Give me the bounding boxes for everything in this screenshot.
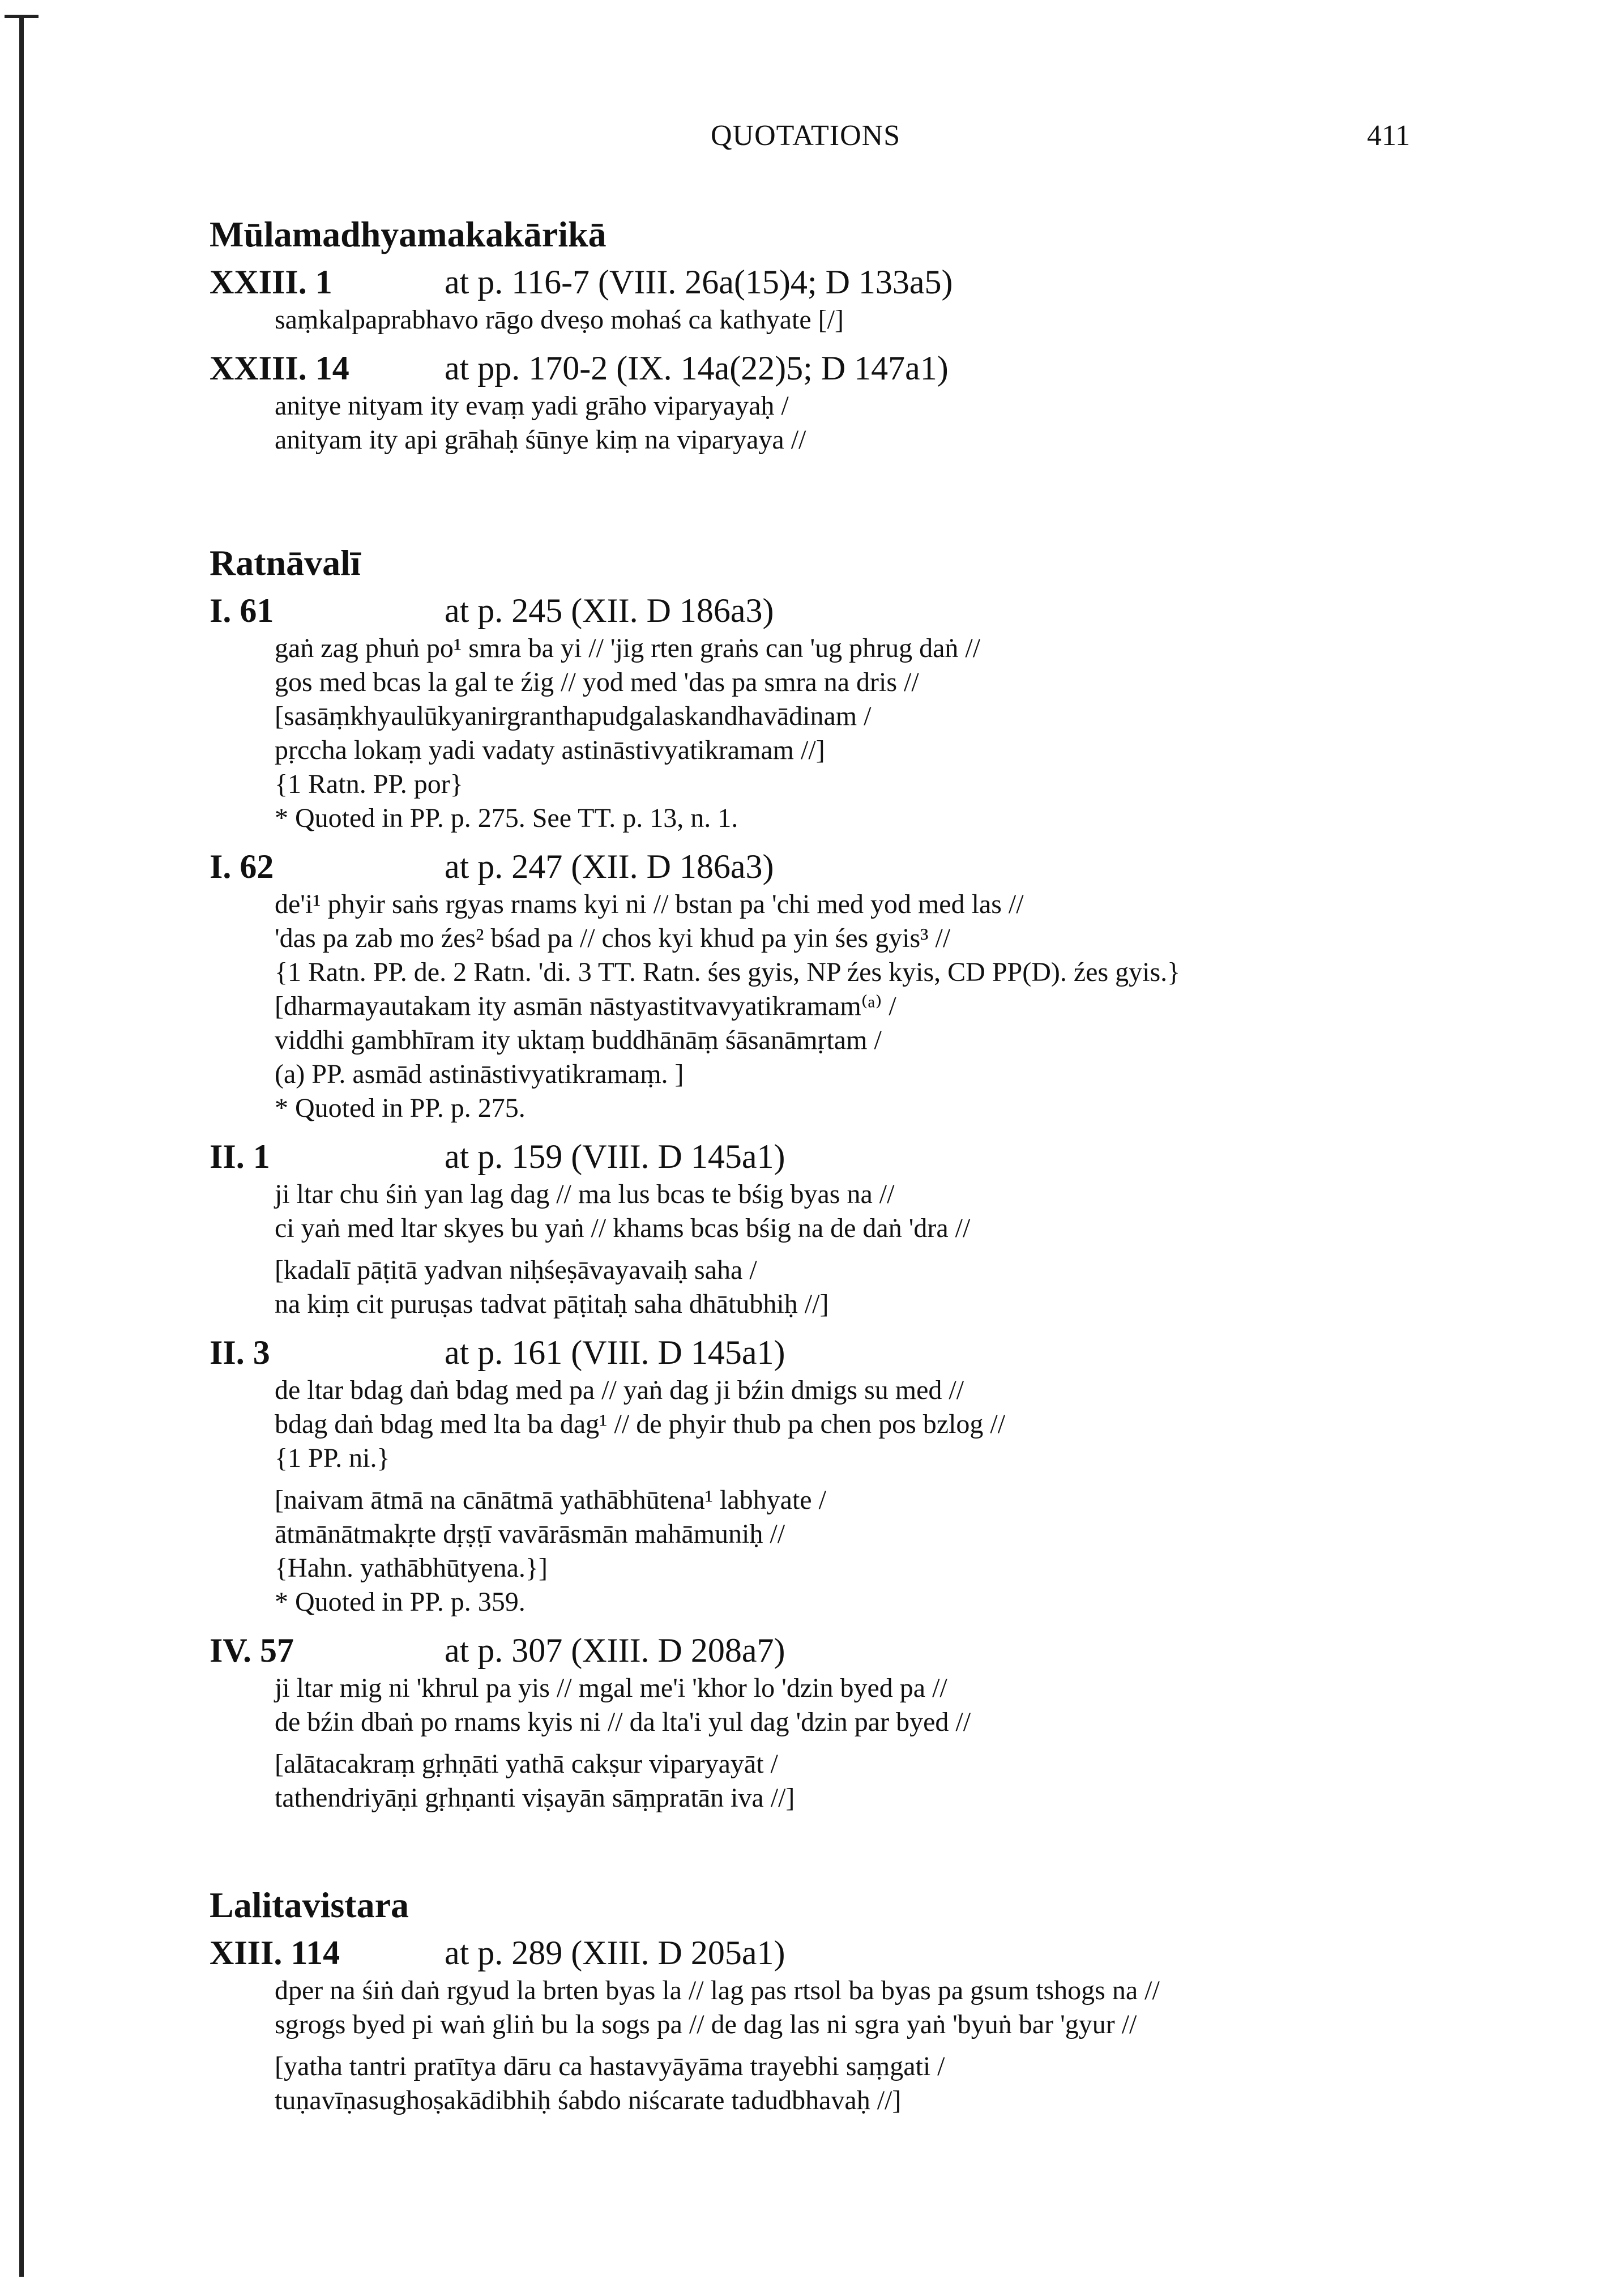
text-line: [sasāṃkhyaulūkyanirgranthapudgalaskandhavādinam / [275, 701, 872, 731]
tibetan-text [210, 631, 1410, 835]
book-binding-edge [19, 17, 24, 2277]
text-line: * Quoted in PP. p. 359. [275, 1587, 526, 1617]
entry-heading [210, 347, 1410, 389]
section [210, 541, 1410, 1815]
section [210, 1883, 1410, 2118]
section-title: Lalitavistara [210, 1885, 409, 1925]
text-line: gaṅ zag phuṅ po¹ smra ba yi // 'jig rten graṅs can 'ug phrug daṅ // [275, 633, 981, 663]
verse-reference: XXIII. 1 [210, 263, 332, 301]
text-line: {Hahn. yathābhūtyena.}] [275, 1553, 548, 1583]
text-line: (a) PP. asmād astināstivyatikramaṃ. ] [275, 1059, 684, 1089]
verse-reference: I. 61 [210, 592, 274, 629]
text-line: gos med bcas la gal te źig // yod med 'das pa smra na dris // [275, 667, 919, 697]
verse-reference: II. 1 [210, 1138, 270, 1175]
text-line: [alātacakraṃ gṛhṇāti yathā cakṣur viparyayāt / [275, 1749, 778, 1779]
text-line: saṃkalpaprabhavo rāgo dveṣo mohaś ca kathyate [/] [275, 305, 844, 335]
text-line: {1 PP. ni.} [275, 1443, 390, 1473]
sanskrit-text [210, 1253, 1410, 1321]
page-location: at p. 289 (XIII. D 205a1) [445, 1934, 785, 1971]
text-line: de ltar bdag daṅ bdag med pa // yaṅ dag ji bźin dmigs su med // [275, 1375, 964, 1405]
text-line: [naivam ātmā na cānātmā yathābhūtena¹ labhyate / [275, 1485, 826, 1515]
quotation-entry [210, 1136, 1410, 1321]
text-line: {1 Ratn. PP. por} [275, 769, 463, 799]
verse-reference: XIII. 114 [210, 1934, 340, 1971]
text-line: 'das pa zab mo źes² bśad pa // chos kyi khud pa yin śes gyis³ // [275, 923, 951, 953]
spacer [210, 2042, 1410, 2050]
page-location: at p. 245 (XII. D 186a3) [445, 592, 774, 629]
text-line: viddhi gambhīram ity uktaṃ buddhānāṃ śāsanāmṛtam / [275, 1025, 882, 1055]
sanskrit-text [210, 1747, 1410, 1815]
text-line: anityam ity api grāhaḥ śūnye kiṃ na viparyaya // [275, 425, 806, 455]
text-line: * Quoted in PP. p. 275. See TT. p. 13, n. 1. [275, 803, 738, 833]
tibetan-text [210, 1373, 1410, 1475]
tibetan-text [210, 389, 1410, 457]
spacer [210, 1475, 1410, 1483]
tibetan-text [210, 303, 1410, 337]
entry-heading [210, 1136, 1410, 1177]
running-header [210, 119, 1410, 159]
tibetan-text [210, 1177, 1410, 1245]
text-line: bdag daṅ bdag med lta ba dag¹ // de phyir thub pa chen pos bzlog // [275, 1409, 1006, 1439]
text-line: [yatha tantri pratītya dāru ca hastavyāyāma trayebhi saṃgati / [275, 2051, 945, 2081]
entry-heading [210, 590, 1410, 631]
section [210, 212, 1410, 457]
text-line: ātmānātmakṛte dṛṣṭī vavārāsmān mahāmuniḥ // [275, 1519, 785, 1549]
text-line: de'i¹ phyir saṅs rgyas rnams kyi ni // bstan pa 'chi med yod med las // [275, 889, 1024, 919]
entry-heading [210, 261, 1410, 303]
text-line: tathendriyāṇi gṛhṇanti viṣayān sāṃpratān iva //] [275, 1783, 795, 1813]
section-title: Ratnāvalī [210, 543, 361, 583]
entry-heading [210, 1932, 1410, 1974]
section-title: Mūlamadhyamakakārikā [210, 214, 607, 254]
spacer [210, 1739, 1410, 1747]
sanskrit-text [210, 1483, 1410, 1619]
text-line: {1 Ratn. PP. de. 2 Ratn. 'di. 3 TT. Ratn. śes gyis, NP źes kyis, CD PP(D). źes gyis.} [275, 957, 1181, 987]
entry-heading [210, 1331, 1410, 1373]
quotation-entry [210, 261, 1410, 337]
sanskrit-text [210, 2050, 1410, 2118]
entry-heading [210, 1629, 1410, 1671]
page [210, 119, 1410, 2118]
verse-reference: XXIII. 14 [210, 349, 349, 387]
verse-reference: I. 62 [210, 848, 274, 885]
text-line: na kiṃ cit puruṣas tadvat pāṭitaḥ saha dhātubhiḥ //] [275, 1289, 829, 1319]
tibetan-text [210, 887, 1410, 1125]
page-number: 411 [1366, 120, 1410, 152]
quotation-entry [210, 347, 1410, 457]
text-line: [dharmayautakam ity asmān nāstyastitvavyatikramam⁽ᵃ⁾ / [275, 991, 896, 1021]
page-location: at p. 161 (VIII. D 145a1) [445, 1334, 785, 1371]
text-line: sgrogs byed pi waṅ gliṅ bu la sogs pa // de dag las ni sgra yaṅ 'byuṅ bar 'gyur // [275, 2009, 1137, 2039]
text-line: pṛccha lokaṃ yadi vadaty astināstivyatikramam //] [275, 735, 825, 765]
tibetan-text [210, 1671, 1410, 1739]
text-line: ci yaṅ med ltar skyes bu yaṅ // khams bcas bśig na de daṅ 'dra // [275, 1213, 971, 1243]
quotation-entry [210, 1629, 1410, 1815]
text-line: ji ltar mig ni 'khrul pa yis // mgal me'i 'khor lo 'dzin byed pa // [275, 1673, 947, 1703]
quotation-entry [210, 1331, 1410, 1619]
tibetan-text [210, 1974, 1410, 2042]
page-location: at pp. 170-2 (IX. 14a(22)5; D 147a1) [445, 349, 949, 387]
verse-reference: II. 3 [210, 1334, 270, 1371]
text-line: anitye nityam ity evaṃ yadi grāho viparyayaḥ / [275, 391, 789, 421]
entry-heading [210, 846, 1410, 887]
page-location: at p. 116-7 (VIII. 26a(15)4; D 133a5) [445, 263, 953, 301]
quotation-entry [210, 1932, 1410, 2118]
text-line: de bźin dbaṅ po rnams kyis ni // da lta'i yul dag 'dzin par byed // [275, 1707, 971, 1737]
text-line: ji ltar chu śiṅ yan lag dag // ma lus bcas te bśig byas na // [275, 1179, 895, 1209]
text-line: tuṇavīṇasughoṣakādibhiḥ śabdo niścarate tadudbhavaḥ //] [275, 2085, 902, 2115]
quotation-entry [210, 846, 1410, 1125]
text-line: * Quoted in PP. p. 275. [275, 1093, 526, 1123]
spacer [210, 1245, 1410, 1253]
text-line: [kadalī pāṭitā yadvan niḥśeṣāvayavaiḥ saha / [275, 1255, 757, 1285]
page-location: at p. 247 (XII. D 186a3) [445, 848, 774, 885]
page-location: at p. 307 (XIII. D 208a7) [445, 1632, 785, 1669]
running-title: QUOTATIONS [711, 120, 901, 152]
text-line: dper na śiṅ daṅ rgyud la brten byas la // lag pas rtsol ba byas pa gsum tshogs na // [275, 1975, 1160, 2005]
page-location: at p. 159 (VIII. D 145a1) [445, 1138, 785, 1175]
quotation-entry [210, 590, 1410, 835]
quotations-content [210, 212, 1410, 2118]
verse-reference: IV. 57 [210, 1632, 294, 1669]
